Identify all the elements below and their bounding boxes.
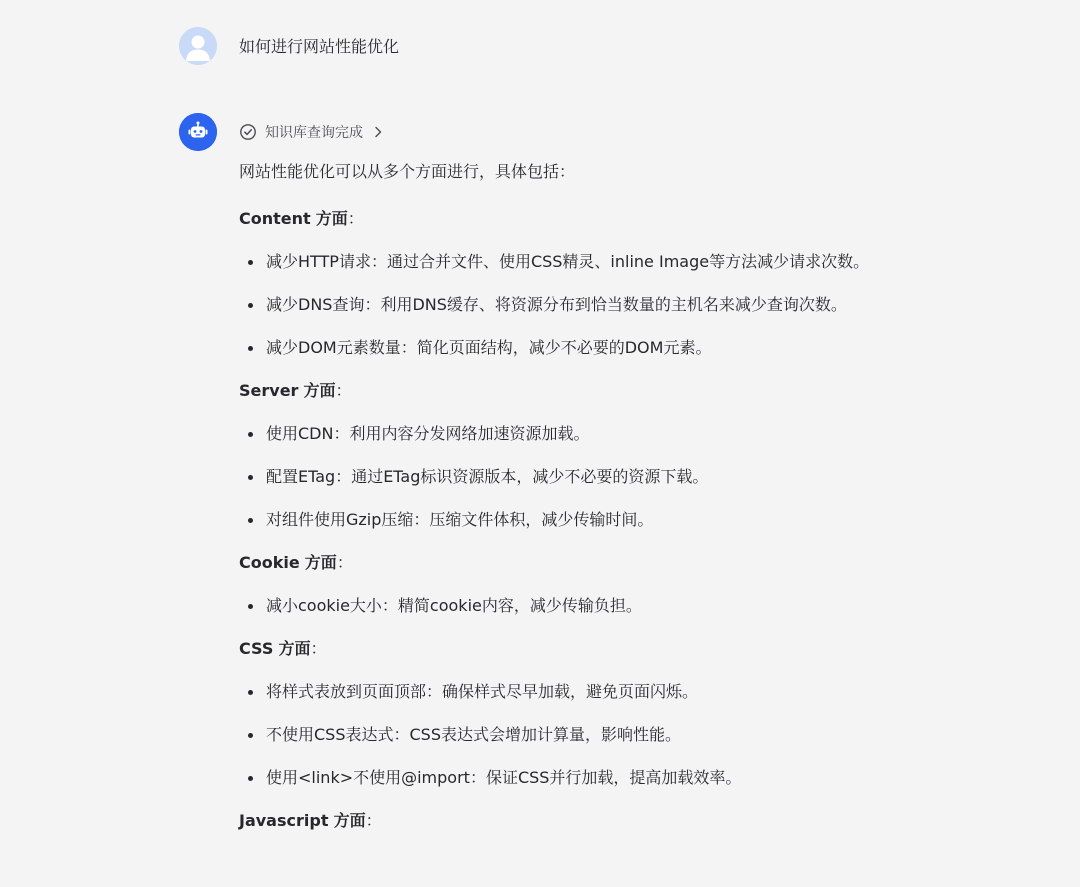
answer-intro: 网站性能优化可以从多个方面进行，具体包括：: [239, 162, 576, 181]
list-item-text: 不使用CSS表达式：CSS表达式会增加计算量，影响性能。: [266, 725, 681, 744]
section-title: Server: [239, 381, 299, 400]
section-heading: [239, 551, 1039, 575]
section-title: Javascript: [239, 811, 329, 830]
section-title: Cookie: [239, 553, 300, 572]
section-colon: ：: [336, 553, 353, 572]
bullet-dot: [248, 690, 253, 695]
list-item: [239, 680, 1039, 704]
bullet-dot: [248, 733, 253, 738]
section-suffix: 方面: [278, 639, 311, 658]
section-colon: ：: [310, 639, 327, 658]
knowledge-base-status[interactable]: [239, 121, 385, 143]
robot-icon: [179, 113, 217, 151]
bullet-dot: [248, 475, 253, 480]
list-item-text: 配置ETag：通过ETag标识资源版本，减少不必要的资源下载。: [266, 467, 709, 486]
section-colon: ：: [365, 811, 382, 830]
assistant-answer: [239, 160, 1039, 852]
bullet-list: [239, 594, 1039, 618]
list-item: [239, 723, 1039, 747]
section-css: [239, 637, 1039, 790]
list-item-text: 减少DOM元素数量：简化页面结构，减少不必要的DOM元素。: [266, 338, 712, 357]
list-item-text: 对组件使用Gzip压缩：压缩文件体积，减少传输时间。: [266, 510, 654, 529]
list-item: [239, 250, 1039, 274]
bullet-dot: [248, 518, 253, 523]
user-avatar: [179, 27, 217, 65]
section-suffix: 方面: [333, 811, 366, 830]
section-colon: ：: [347, 209, 364, 228]
section-heading: [239, 207, 1039, 231]
section-suffix: 方面: [315, 209, 348, 228]
section-title: Content: [239, 209, 311, 228]
list-item: [239, 422, 1039, 446]
user-question: 如何进行网站性能优化: [239, 37, 400, 56]
section-javascript: [239, 809, 1039, 833]
bullet-dot: [248, 776, 253, 781]
section-heading: [239, 379, 1039, 403]
section-content: [239, 207, 1039, 360]
user-avatar-icon: [179, 27, 217, 65]
bullet-dot: [248, 432, 253, 437]
list-item: [239, 336, 1039, 360]
list-item-text: 减少HTTP请求：通过合并文件、使用CSS精灵、inline Image等方法减少请求次数。: [266, 252, 870, 271]
section-heading: [239, 809, 1039, 833]
list-item: [239, 508, 1039, 532]
section-colon: ：: [335, 381, 352, 400]
section-server: [239, 379, 1039, 532]
section-suffix: 方面: [304, 553, 337, 572]
section-title: CSS: [239, 639, 274, 658]
bullet-dot: [248, 303, 253, 308]
list-item: [239, 766, 1039, 790]
status-label: 知识库查询完成: [265, 125, 363, 141]
chevron-right-icon[interactable]: [371, 125, 385, 139]
bot-avatar: [179, 113, 217, 151]
list-item: [239, 594, 1039, 618]
section-suffix: 方面: [303, 381, 336, 400]
list-item-text: 将样式表放到页面顶部：确保样式尽早加载，避免页面闪烁。: [266, 682, 699, 701]
bullet-list: [239, 680, 1039, 790]
bullet-dot: [248, 346, 253, 351]
list-item-text: 使用<link>不使用@import：保证CSS并行加载，提高加载效率。: [266, 768, 742, 787]
list-item-text: 减少DNS查询：利用DNS缓存、将资源分布到恰当数量的主机名来减少查询次数。: [266, 295, 847, 314]
list-item-text: 减小cookie大小：精简cookie内容，减少传输负担。: [266, 596, 642, 615]
bullet-dot: [248, 604, 253, 609]
bullet-dot: [248, 260, 253, 265]
check-circle-icon: [239, 123, 257, 141]
bullet-list: [239, 422, 1039, 532]
list-item-text: 使用CDN：利用内容分发网络加速资源加载。: [266, 424, 590, 443]
list-item: [239, 465, 1039, 489]
list-item: [239, 293, 1039, 317]
bullet-list: [239, 250, 1039, 360]
section-cookie: [239, 551, 1039, 618]
section-heading: [239, 637, 1039, 661]
